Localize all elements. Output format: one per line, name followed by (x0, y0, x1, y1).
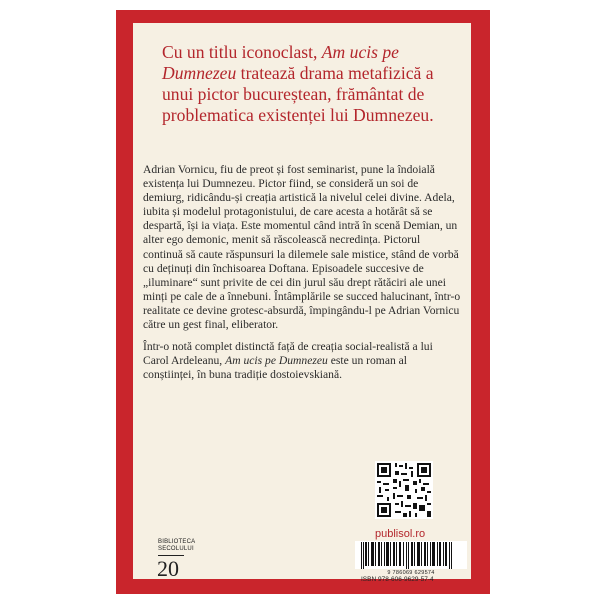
book-back-cover (116, 10, 490, 594)
series-logo-text (158, 539, 198, 553)
barcode-graphic (355, 541, 467, 569)
description-paragraph-2 (143, 340, 461, 382)
paragraph-2-suffix: este un roman al conștiinței, în buna tradiție dostoievskiană. (143, 354, 408, 382)
description-paragraph-1: Adrian Vornicu, fiu de preot și fost seminarist, pune la îndoială existența lui Dumnezeu. Pictor fiind, se consideră un soi de demiurg, ridicându-și creația artistică la nivelul celei divine. Adela, iubita și modelul protagonistului, de care acesta a hotărât să se despartă, își ia viața. Este momentul când intră în scenă Demian, un alter ego demonic, menit să răscolească necredința. Pictorul continuă să caute răspunsuri la dilemele sale mistice, stând de vorbă cu deținuți din închisoarea Doftana. Episoadele succesive de „iluminare“ sunt privite de cei din jurul său drept rătăciri ale unei minți pe cale de a înnebuni. Întâmplările se succed halucinant, într-o realitate ce devine grotesc-absurdă, împingându-l pe Adrian Vornicu către un gest final, eliberator. (143, 163, 461, 332)
blurb-text (162, 42, 462, 126)
publisher-website: publisol.ro (375, 528, 426, 540)
description (143, 163, 461, 390)
series-line-2: SECOLULUI (158, 546, 194, 552)
barcode-digits: 9 786069 629574 (387, 570, 435, 576)
blurb-book-title: Am ucis pe Dumnezeu (162, 42, 399, 83)
barcode (355, 541, 467, 569)
series-line-1: BIBLIOTECA (158, 539, 196, 545)
qr-code-graphic (375, 461, 433, 519)
series-number: 20 (157, 556, 179, 581)
cream-panel (133, 23, 471, 583)
qr-code (375, 461, 433, 519)
paragraph-2-book-title: Am ucis pe Dumnezeu (225, 354, 328, 368)
blurb-prefix: Cu un titlu iconoclast, (162, 42, 322, 62)
paragraph-2-prefix: Într-o notă complet distinctă față de creația social-realistă a lui Carol Ardeleanu, (143, 340, 433, 368)
blurb-suffix: tratează drama metafizică a unui pictor bucureștean, frământat de problematica existenței lui Dumnezeu. (162, 63, 434, 125)
isbn-text: ISBN 978-606-9629-57-4 (361, 576, 434, 583)
